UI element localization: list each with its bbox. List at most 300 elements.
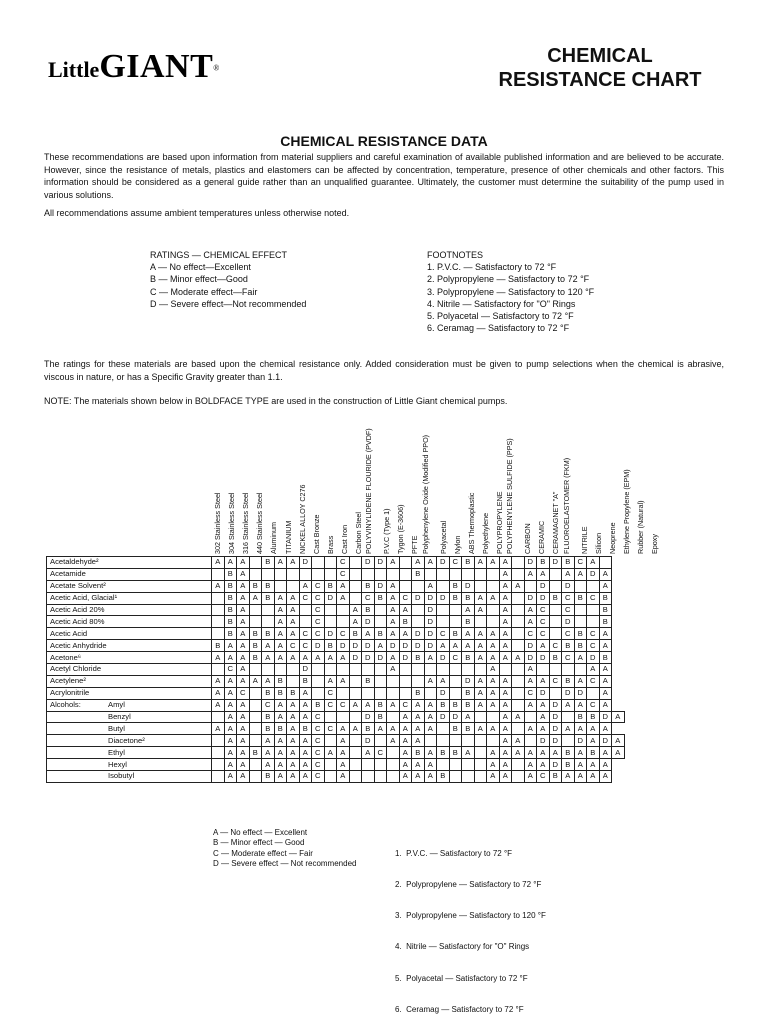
rating-cell: A [274, 747, 287, 759]
rating-cell: A [274, 759, 287, 771]
rating-cell: B [412, 747, 425, 759]
rating-cell [462, 568, 475, 580]
chemical-name-cell [47, 568, 212, 580]
rating-cell [249, 771, 262, 783]
material-header-label: POLYPROPYLENE [495, 491, 504, 554]
rating-cell [299, 616, 312, 628]
rating-cell: A [499, 723, 512, 735]
rating-cell [437, 664, 450, 676]
rating-cell: D [362, 557, 375, 569]
rating-cell: B [449, 628, 462, 640]
rating-cell: C [399, 592, 412, 604]
rating-cell: A [499, 568, 512, 580]
rating-cell: C [299, 640, 312, 652]
chemical-name-cell [47, 640, 212, 652]
rating-cell [449, 735, 462, 747]
rating-cell [287, 568, 300, 580]
rating-cell [449, 664, 462, 676]
rating-cell: D [524, 652, 537, 664]
table-row [47, 664, 625, 676]
rating-cell: A [337, 723, 350, 735]
rating-cell: A [212, 687, 225, 699]
rating-cell: C [337, 699, 350, 711]
rating-cell: B [262, 592, 275, 604]
rating-cell: A [599, 628, 612, 640]
rating-cell: A [399, 711, 412, 723]
rating-cell: A [387, 735, 400, 747]
rating-cell [462, 771, 475, 783]
chemical-name: Amyl [108, 700, 125, 710]
rating-cell: B [462, 723, 475, 735]
rating-cell [324, 616, 337, 628]
bottom-rating-item: C — Moderate effect — Fair [213, 848, 313, 858]
material-header-label: 304 Stainless Steel [227, 492, 237, 554]
rating-cell: D [424, 640, 437, 652]
rating-cell: B [587, 711, 600, 723]
rating-cell [337, 664, 350, 676]
rating-cell: B [324, 580, 337, 592]
rating-cell: A [599, 771, 612, 783]
rating-item: C — Moderate effect—Fair [150, 286, 258, 297]
rating-cell: C [562, 628, 575, 640]
rating-cell: B [549, 592, 562, 604]
rating-cell [212, 735, 225, 747]
rating-cell: D [424, 604, 437, 616]
rating-cell [212, 771, 225, 783]
rating-cell: C [312, 723, 325, 735]
rating-cell: D [549, 699, 562, 711]
rating-cell: A [612, 711, 625, 723]
rating-cell: A [337, 735, 350, 747]
rating-cell: B [362, 580, 375, 592]
material-header-label: PFTE [410, 535, 420, 554]
rating-cell: A [437, 640, 450, 652]
rating-cell: B [562, 759, 575, 771]
rating-cell: A [399, 628, 412, 640]
rating-cell: A [237, 592, 250, 604]
rating-cell [437, 759, 450, 771]
rating-cell: A [574, 771, 587, 783]
rating-cell: B [349, 628, 362, 640]
ambient-note: All recommendations assume ambient temperatures unless otherwise noted. [44, 208, 350, 218]
rating-cell: A [562, 723, 575, 735]
rating-cell: A [574, 723, 587, 735]
bottom-rating-item: B — Minor effect — Good [213, 838, 305, 848]
rating-cell: C [237, 687, 250, 699]
material-header [251, 430, 264, 552]
footnote-item: 1. P.V.C. — Satisfactory to 72 °F [427, 262, 557, 273]
rating-cell [449, 604, 462, 616]
material-header [294, 430, 307, 552]
rating-cell: A [337, 771, 350, 783]
table-row [47, 771, 625, 783]
rating-cell: C [549, 675, 562, 687]
rating-cell [387, 759, 400, 771]
rating-cell: A [524, 759, 537, 771]
rating-cell [499, 664, 512, 676]
rating-cell [287, 580, 300, 592]
rating-cell: A [499, 771, 512, 783]
rating-cell: A [274, 592, 287, 604]
rating-cell [249, 687, 262, 699]
rating-cell [374, 675, 387, 687]
rating-cell: A [387, 664, 400, 676]
rating-cell: A [274, 735, 287, 747]
rating-cell: C [324, 687, 337, 699]
rating-cell: B [462, 687, 475, 699]
chemical-name-cell [47, 759, 212, 771]
rating-cell: D [362, 616, 375, 628]
rating-cell: C [224, 664, 237, 676]
rating-cell: B [537, 557, 550, 569]
rating-cell [399, 557, 412, 569]
material-header-label: Brass [325, 535, 335, 554]
material-header [449, 430, 462, 552]
rating-cell: A [224, 747, 237, 759]
rating-cell: A [524, 568, 537, 580]
rating-cell: A [487, 592, 500, 604]
rating-cell [549, 568, 562, 580]
rating-cell: A [474, 628, 487, 640]
rating-cell [249, 557, 262, 569]
chemical-name-cell [47, 592, 212, 604]
rating-cell: A [512, 735, 525, 747]
rating-cell: A [487, 759, 500, 771]
rating-cell [324, 557, 337, 569]
rating-cell: A [499, 675, 512, 687]
rating-cell: A [299, 735, 312, 747]
material-header [223, 430, 236, 552]
chemical-group-label: Alcohols: [50, 700, 81, 710]
table-row [47, 735, 625, 747]
table-row [47, 592, 625, 604]
rating-cell [324, 664, 337, 676]
rating-cell: A [274, 628, 287, 640]
rating-cell: B [249, 640, 262, 652]
material-header-label: Carbon Steel [354, 512, 363, 554]
rating-cell [462, 759, 475, 771]
rating-cell: A [487, 628, 500, 640]
rating-cell: A [337, 580, 350, 592]
rating-cell: A [487, 640, 500, 652]
chemical-name: Acetone⁶ [50, 652, 81, 662]
rating-cell: A [487, 771, 500, 783]
rating-cell [374, 759, 387, 771]
rating-cell: A [462, 604, 475, 616]
material-header-label: ABS Thermoplastic [466, 492, 476, 554]
rating-cell: D [537, 735, 550, 747]
rating-cell: C [312, 628, 325, 640]
rating-cell [362, 664, 375, 676]
rating-cell: A [412, 723, 425, 735]
rating-cell: A [562, 568, 575, 580]
rating-cell [212, 628, 225, 640]
rating-cell [349, 735, 362, 747]
rating-cell: A [449, 640, 462, 652]
rating-cell: A [287, 759, 300, 771]
rating-cell [474, 747, 487, 759]
rating-cell: B [312, 699, 325, 711]
rating-cell: A [599, 759, 612, 771]
rating-cell [524, 711, 537, 723]
rating-cell [249, 699, 262, 711]
rating-cell: B [562, 747, 575, 759]
rating-cell: A [224, 675, 237, 687]
material-header-label: FLUOROELASTOMER (FKM) [561, 457, 571, 554]
rating-cell: A [299, 747, 312, 759]
rating-cell: A [374, 723, 387, 735]
rating-cell: A [349, 616, 362, 628]
rating-cell: A [337, 592, 350, 604]
chemical-name-cell [47, 771, 212, 783]
ratings-heading: RATINGS — CHEMICAL EFFECT [150, 250, 288, 260]
rating-cell [449, 771, 462, 783]
rating-cell: B [249, 628, 262, 640]
chemical-name-cell [47, 675, 212, 687]
rating-cell: B [362, 675, 375, 687]
rating-cell: B [574, 640, 587, 652]
chemical-name-cell [47, 711, 212, 723]
rating-cell: D [537, 652, 550, 664]
rating-cell: B [599, 604, 612, 616]
rating-cell [274, 664, 287, 676]
chemical-name: Acetyl Chloride [50, 664, 102, 674]
rating-cell [387, 747, 400, 759]
rating-cell [349, 687, 362, 699]
rating-cell [349, 568, 362, 580]
rating-cell: D [374, 652, 387, 664]
rating-cell [549, 687, 562, 699]
rating-cell: A [237, 735, 250, 747]
material-header [421, 430, 434, 552]
rating-cell [562, 664, 575, 676]
rating-cell: C [324, 723, 337, 735]
rating-cell [574, 664, 587, 676]
rating-cell: A [299, 711, 312, 723]
rating-cell: A [424, 747, 437, 759]
rating-cell: D [374, 580, 387, 592]
material-header [350, 430, 363, 552]
rating-cell: A [337, 759, 350, 771]
rating-cell: B [449, 580, 462, 592]
material-header-label: Epoxy [650, 534, 660, 554]
rating-cell: A [424, 771, 437, 783]
table-row [47, 675, 625, 687]
rating-cell [387, 711, 400, 723]
rating-cell: A [524, 675, 537, 687]
chemical-name: Acetamide [50, 569, 86, 579]
table-row [47, 640, 625, 652]
rating-cell: A [237, 616, 250, 628]
rating-cell: D [524, 640, 537, 652]
rating-cell: A [287, 652, 300, 664]
material-header [392, 430, 405, 552]
chemical-name: Acrylonitrile [50, 688, 90, 698]
rating-cell: D [587, 568, 600, 580]
rating-cell [574, 580, 587, 592]
rating-cell: D [537, 687, 550, 699]
rating-cell: C [312, 580, 325, 592]
rating-cell: A [424, 723, 437, 735]
material-header-label: Polyphenylene Oxide (Modified PPO) [420, 434, 430, 554]
material-header [406, 430, 419, 552]
material-header [618, 430, 631, 552]
rating-cell: D [437, 711, 450, 723]
rating-cell: A [287, 747, 300, 759]
rating-cell [212, 604, 225, 616]
rating-cell: D [437, 652, 450, 664]
material-header-label: POLYVINYLIDENE FLOURIDE (PVDF) [364, 428, 374, 554]
rating-cell [449, 616, 462, 628]
chemical-name: Acetylene² [50, 676, 86, 686]
rating-cell: D [399, 640, 412, 652]
rating-cell [487, 711, 500, 723]
rating-cell: A [287, 735, 300, 747]
rating-cell: A [599, 640, 612, 652]
rating-cell: D [349, 652, 362, 664]
rating-cell: B [274, 723, 287, 735]
logo-registered-mark: ® [213, 63, 220, 73]
rating-cell: A [587, 759, 600, 771]
material-header-label: TITANIUM [283, 520, 293, 554]
material-header-label: Cast Iron [339, 524, 349, 554]
rating-cell [487, 580, 500, 592]
rating-cell: A [262, 652, 275, 664]
rating-cell: B [224, 592, 237, 604]
rating-cell: A [424, 652, 437, 664]
rating-cell: B [462, 652, 475, 664]
rating-cell [349, 675, 362, 687]
rating-cell: C [549, 640, 562, 652]
chemical-name-cell [47, 723, 212, 735]
rating-cell: A [387, 723, 400, 735]
rating-cell: A [499, 735, 512, 747]
rating-cell [524, 580, 537, 592]
rating-cell: C [587, 640, 600, 652]
rating-cell: C [537, 771, 550, 783]
rating-cell: A [499, 592, 512, 604]
rating-cell: A [474, 699, 487, 711]
rating-cell: B [462, 557, 475, 569]
rating-cell: A [499, 557, 512, 569]
rating-cell: C [312, 616, 325, 628]
rating-cell: A [337, 652, 350, 664]
rating-cell [249, 711, 262, 723]
rating-cell: D [587, 652, 600, 664]
rating-cell: A [462, 640, 475, 652]
rating-cell: D [562, 616, 575, 628]
rating-cell [249, 568, 262, 580]
rating-cell: B [262, 687, 275, 699]
rating-cell: B [262, 580, 275, 592]
rating-cell: A [212, 652, 225, 664]
rating-cell: D [424, 616, 437, 628]
chemical-name-cell [47, 557, 212, 569]
table-row [47, 747, 625, 759]
rating-cell: D [324, 628, 337, 640]
rating-cell [374, 616, 387, 628]
material-header-label: POLYPHENYLENE SULFIDE (PPS) [505, 438, 515, 554]
rating-cell: A [412, 557, 425, 569]
rating-cell: A [237, 628, 250, 640]
rating-cell: B [224, 628, 237, 640]
rating-cell: A [599, 675, 612, 687]
rating-cell: D [549, 759, 562, 771]
rating-cell: A [287, 557, 300, 569]
chemical-name: Acetic Anhydride [50, 640, 107, 650]
rating-cell: D [462, 580, 475, 592]
rating-cell [574, 604, 587, 616]
rating-cell: A [487, 664, 500, 676]
title-line-1: CHEMICAL [547, 45, 653, 67]
material-header [576, 430, 589, 552]
rating-cell: A [474, 687, 487, 699]
rating-cell: B [412, 568, 425, 580]
rating-cell: B [212, 640, 225, 652]
chemical-name: Diacetone² [108, 735, 145, 745]
rating-cell [249, 616, 262, 628]
rating-cell: A [499, 628, 512, 640]
rating-cell: B [249, 747, 262, 759]
rating-cell [549, 604, 562, 616]
rating-cell: A [537, 699, 550, 711]
rating-cell: C [562, 652, 575, 664]
rating-cell: B [224, 580, 237, 592]
rating-cell [374, 664, 387, 676]
rating-cell [412, 675, 425, 687]
rating-cell: A [387, 592, 400, 604]
bottom-footnote-item: 4. Nitrile — Satisfactory for "O" Rings [395, 942, 530, 952]
rating-cell: A [399, 759, 412, 771]
rating-cell: B [374, 628, 387, 640]
material-header-label: Nylon [452, 535, 462, 554]
material-header [533, 430, 546, 552]
rating-cell: C [537, 616, 550, 628]
rating-cell: C [337, 628, 350, 640]
rating-cell: D [337, 640, 350, 652]
rating-cell: A [487, 652, 500, 664]
chemical-name-cell [47, 735, 212, 747]
rating-cell: A [287, 604, 300, 616]
rating-cell [399, 664, 412, 676]
page-title [470, 44, 730, 92]
rating-cell [437, 723, 450, 735]
material-header [646, 430, 659, 552]
rating-cell: D [537, 592, 550, 604]
chemical-name-cell [47, 747, 212, 759]
rating-cell: B [299, 723, 312, 735]
rating-cell: A [462, 628, 475, 640]
rating-cell: A [487, 747, 500, 759]
rating-cell: A [412, 711, 425, 723]
rating-cell: A [262, 759, 275, 771]
rating-cell: D [549, 735, 562, 747]
table-row [47, 616, 625, 628]
rating-cell: A [287, 723, 300, 735]
rating-cell: B [549, 771, 562, 783]
rating-cell [312, 557, 325, 569]
table-row [47, 699, 625, 711]
rating-cell [337, 616, 350, 628]
material-column-headers [209, 430, 664, 552]
rating-cell: A [612, 735, 625, 747]
rating-cell [287, 664, 300, 676]
ratings-basis-paragraph: The ratings for these materials are based upon the chemical resistance only. Added consideration must be given to pump selections when the chemical is abrasive, viscous in nature, or has a Specific Gravity greater than 1.1. [44, 359, 724, 382]
rating-cell: A [474, 604, 487, 616]
chemical-name: Acetic Acid 20% [50, 605, 105, 614]
footnotes-heading: FOOTNOTES [427, 250, 483, 260]
rating-cell [212, 592, 225, 604]
